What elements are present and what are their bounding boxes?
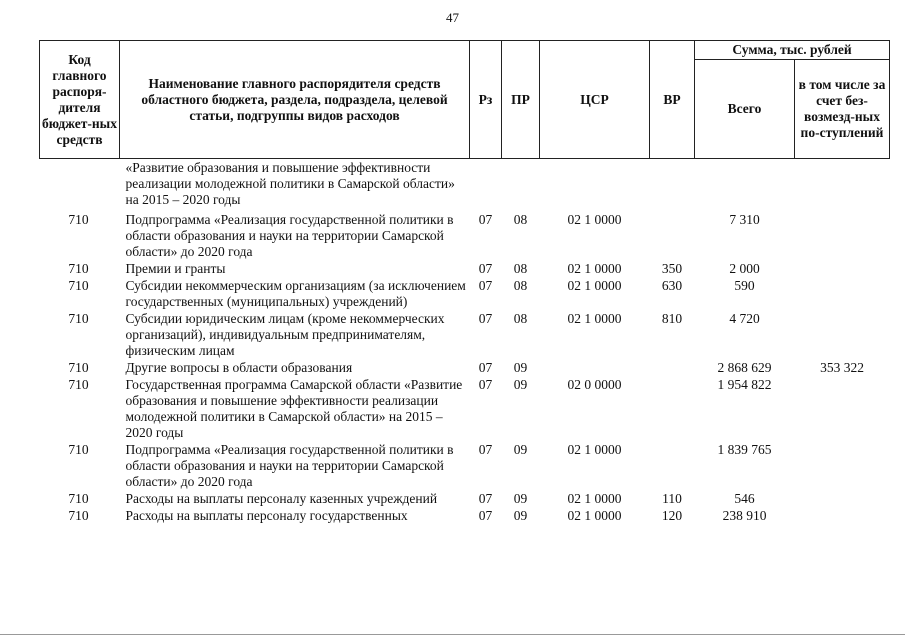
cell-vr [650,359,695,376]
page-number: 47 [446,10,459,25]
cell-code: 710 [68,212,89,227]
cell-name: Другие вопросы в области образования [125,360,353,375]
cell-pr: 08 [513,278,528,293]
cell-vr: 630 [661,278,683,293]
cell-free [795,441,890,490]
cell-pr: 08 [513,261,528,276]
cell-csr: 02 1 0000 [567,508,622,523]
cell-code: 710 [68,360,89,375]
table-row [40,359,890,376]
cell-total [695,159,795,212]
cell-csr: 02 1 0000 [567,311,622,326]
header-code: Код главного распоря-дителя бюджет-ных средств [40,41,120,159]
cell-vr: 110 [662,491,682,506]
cell-free [795,376,890,441]
cell-csr: 02 1 0000 [567,442,622,457]
cell-name: «Развитие образования и повышение эффективности реализации молодежной политики в Самарской области» на 2015 – 2020 годы [125,160,455,207]
cell-pr: 09 [513,508,528,523]
cell-rz: 07 [478,442,493,457]
table-row [40,441,890,490]
cell-free [795,260,890,277]
budget-table [39,40,890,524]
cell-csr [540,159,650,212]
cell-pr: 09 [513,442,528,457]
page-bottom-line [0,634,905,635]
table-body [40,159,890,525]
cell-vr: 120 [661,508,683,523]
cell-vr [650,211,695,260]
cell-vr [650,376,695,441]
cell-pr: 09 [513,360,528,375]
cell-vr: 350 [661,261,683,276]
cell-free [795,159,890,212]
cell-rz: 07 [478,278,493,293]
table-row [40,310,890,359]
cell-total: 4 720 [729,311,760,326]
table-row [40,211,890,260]
cell-free [795,507,890,524]
cell-total: 2 000 [729,261,760,276]
cell-code: 710 [68,442,89,457]
cell-csr [540,359,650,376]
cell-code: 710 [68,261,89,276]
cell-rz: 07 [478,491,493,506]
cell-total: 7 310 [729,212,760,227]
cell-code: 710 [68,278,89,293]
header-csr: ЦСР [540,41,650,159]
cell-rz [470,159,502,212]
cell-pr: 09 [513,377,528,392]
cell-free [795,211,890,260]
cell-name: Государственная программа Самарской области «Развитие образования и повышение эффективности реализации молодежной политики в Самарской области» на 2015 – 2020 годы [125,377,463,440]
cell-free: 353 322 [820,360,864,375]
table-row [40,277,890,310]
cell-pr [502,159,540,212]
cell-name: Субсидии некоммерческим организациям (за исключением государственных (муниципальных) учреждений) [125,278,466,309]
cell-total: 546 [734,491,755,506]
cell-rz: 07 [478,261,493,276]
table-row [40,260,890,277]
cell-total: 2 868 629 [717,360,772,375]
header-sum: Сумма, тыс. рублей [695,41,890,60]
cell-name: Расходы на выплаты персоналу государственных [125,508,408,523]
cell-code: 710 [68,311,89,326]
header-vr: ВР [650,41,695,159]
cell-pr: 09 [513,491,528,506]
cell-code: 710 [68,491,89,506]
cell-rz: 07 [478,311,493,326]
table-header [40,41,890,159]
cell-rz: 07 [478,377,493,392]
cell-code: 710 [68,508,89,523]
budget-sheet [39,40,889,524]
cell-pr: 08 [513,311,528,326]
cell-csr: 02 1 0000 [567,212,622,227]
table-row [40,490,890,507]
table-row [40,507,890,524]
cell-code: 710 [68,377,89,392]
header-name: Наименование главного распорядителя средств областного бюджета, раздела, подраздела, целевой статьи, подгруппы видов расходов [120,41,470,159]
cell-free [795,277,890,310]
cell-csr: 02 0 0000 [567,377,622,392]
cell-csr: 02 1 0000 [567,278,622,293]
cell-name: Подпрограмма «Реализация государственной политики в области образования и науки на территории Самарской области» до 2020 года [125,212,454,259]
cell-rz: 07 [478,508,493,523]
cell-vr [650,441,695,490]
cell-free [795,490,890,507]
cell-vr: 810 [661,311,683,326]
cell-csr: 02 1 0000 [567,491,622,506]
header-total: Всего [695,60,795,159]
cell-free [795,310,890,359]
header-free: в том числе за счет без-возмезд-ных по-ступлений [795,60,890,159]
table-row [40,376,890,441]
cell-name: Подпрограмма «Реализация государственной политики в области образования и науки на территории Самарской области» до 2020 года [125,442,454,489]
cell-total: 590 [734,278,755,293]
cell-total: 238 910 [722,508,767,523]
cell-rz: 07 [478,360,493,375]
cell-vr [650,159,695,212]
cell-code [40,159,120,212]
header-rz: Рз [470,41,502,159]
header-pr: ПР [502,41,540,159]
cell-rz: 07 [478,212,493,227]
cell-total: 1 839 765 [717,442,772,457]
cell-csr: 02 1 0000 [567,261,622,276]
table-row [40,159,890,212]
cell-total: 1 954 822 [717,377,772,392]
cell-name: Расходы на выплаты персоналу казенных учреждений [125,491,438,506]
cell-pr: 08 [513,212,528,227]
cell-name: Субсидии юридическим лицам (кроме некоммерческих организаций), индивидуальным предпринимателям, физическим лицам [125,311,445,358]
cell-name: Премии и гранты [125,261,226,276]
